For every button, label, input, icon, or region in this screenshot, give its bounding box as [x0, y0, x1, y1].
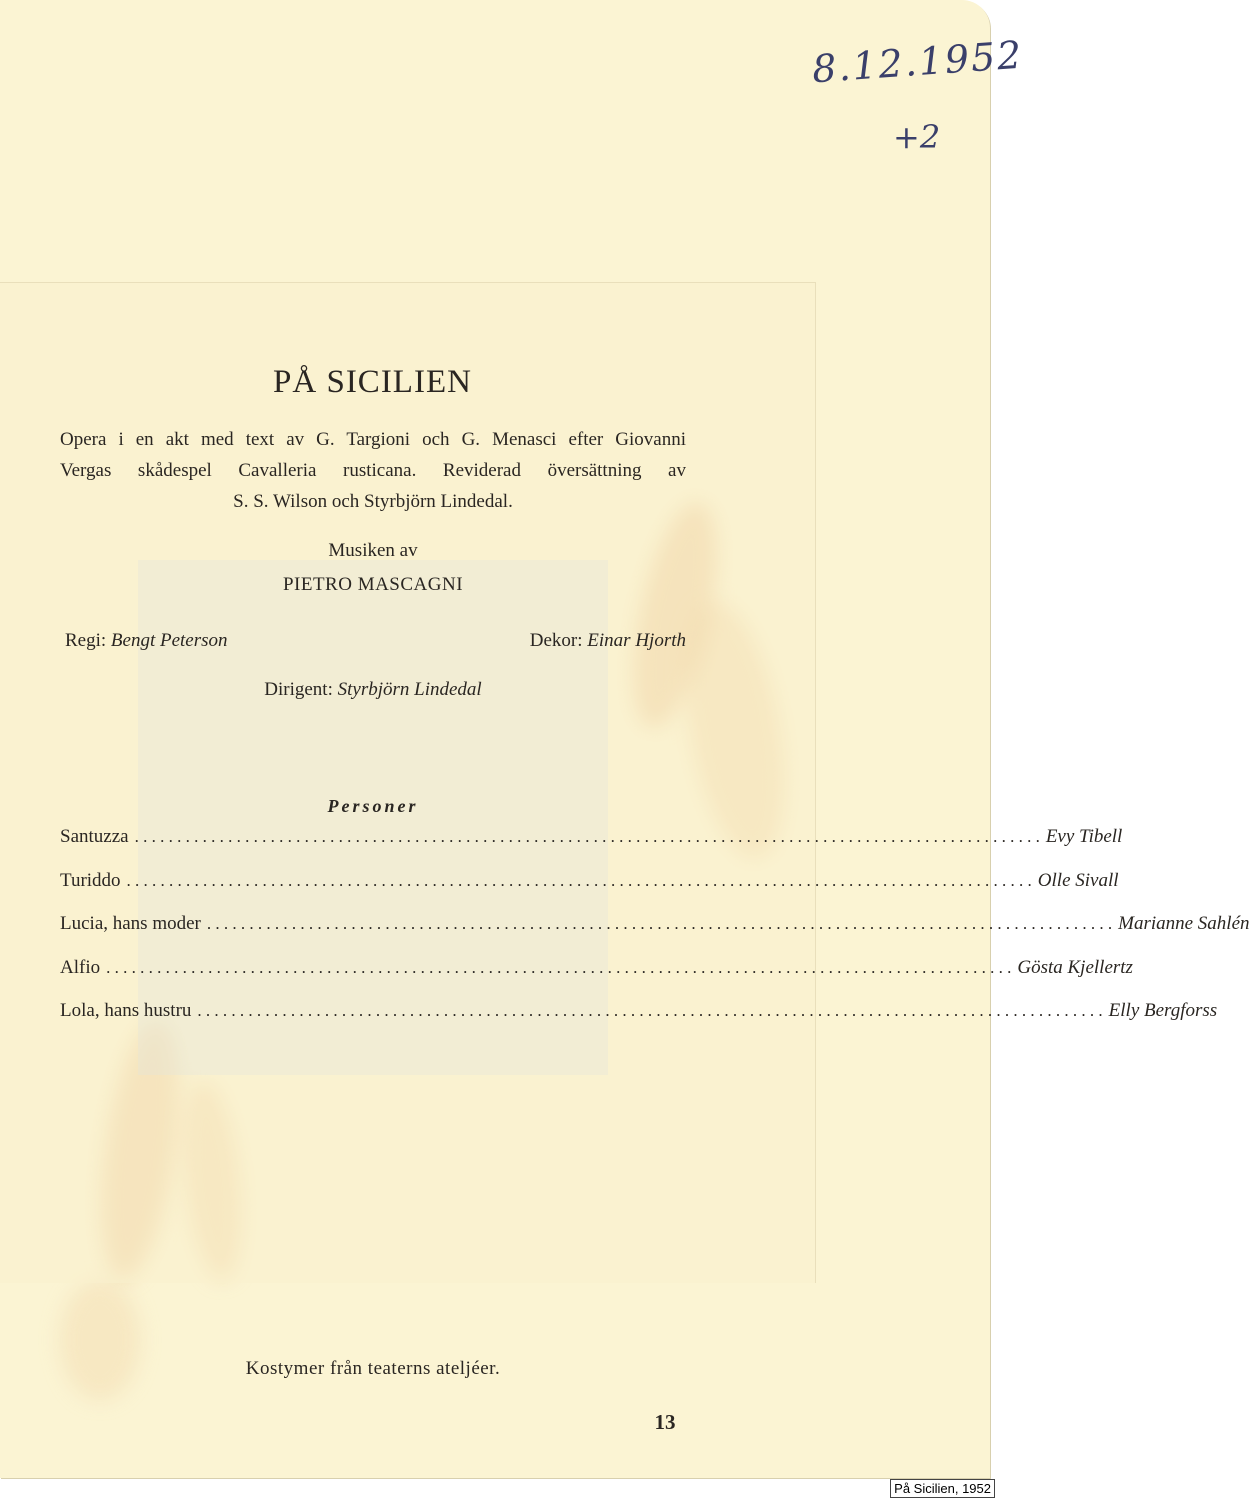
dirigent-name: Styrbjörn Lindedal: [337, 679, 482, 700]
image-caption: På Sicilien, 1952: [890, 1479, 995, 1498]
dot-leader: [207, 911, 1112, 937]
dot-leader: [127, 868, 1032, 894]
cast-role: Alfio: [60, 957, 101, 978]
cast-actor: Elly Bergforss: [1108, 1000, 1218, 1021]
credit-dirigent: [60, 678, 686, 702]
dekor-name: Einar Hjorth: [587, 630, 686, 651]
page-title: PÅ SICILIEN: [273, 364, 472, 400]
dot-leader: [135, 824, 1040, 850]
subtitle-line: Vergas skådespel Cavalleria rusticana. Reviderad översättning av: [60, 460, 686, 481]
cast-row: [60, 955, 1133, 981]
regi-label: Regi:: [65, 630, 107, 651]
cast-row: [60, 911, 1250, 937]
composer-name: PIETRO MASCAGNI: [282, 574, 464, 595]
cast-role: Turiddo: [60, 870, 121, 891]
cast-actor: Marianne Sahlén: [1118, 913, 1250, 934]
cast-role: Lucia, hans moder: [60, 913, 201, 934]
cast-actor: Olle Sivall: [1037, 870, 1119, 891]
cast-row: [60, 824, 1123, 850]
cast-row: [60, 998, 1218, 1024]
music-by-label: Musiken av: [328, 540, 418, 561]
cast-role: Lola, hans hustru: [60, 1000, 192, 1021]
dirigent-label: Dirigent:: [264, 679, 333, 700]
water-stain: [60, 1280, 140, 1400]
credit-regi: [65, 629, 228, 653]
cast-actor: Evy Tibell: [1045, 826, 1123, 847]
cast-heading: Personer: [327, 796, 419, 816]
footer-note: Kostymer från teaterns ateljéer.: [245, 1358, 501, 1379]
dot-leader: [197, 998, 1102, 1024]
subtitle-line: Opera i en akt med text av G. Targioni och G. Menasci efter Giovanni: [60, 429, 686, 450]
page-number: 13: [654, 1410, 676, 1434]
handwritten-note: +2: [893, 118, 941, 156]
dekor-label: Dekor:: [529, 630, 583, 651]
credit-dekor: [530, 629, 686, 653]
handwritten-date: 8.12.1952: [810, 32, 1025, 92]
subtitle-line: S. S. Wilson och Styrbjörn Lindedal.: [233, 491, 513, 512]
regi-name: Bengt Peterson: [110, 630, 228, 651]
dot-leader: [106, 955, 1011, 981]
cast-row: [60, 868, 1119, 894]
cast-role: Santuzza: [60, 826, 129, 847]
cast-actor: Gösta Kjellertz: [1017, 957, 1133, 978]
